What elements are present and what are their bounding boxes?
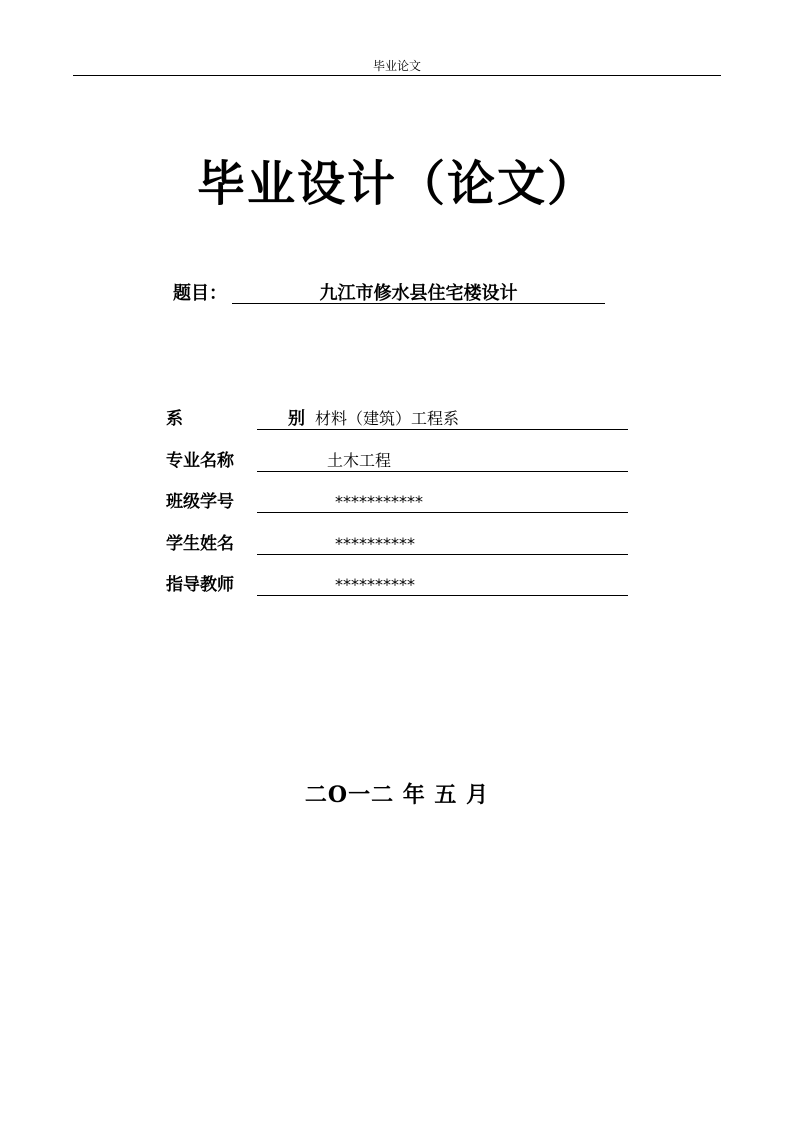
department-label: 系 别 <box>166 409 349 429</box>
page-header: 毕业论文 <box>73 58 721 76</box>
advisor-field <box>257 575 628 596</box>
document-title: 毕业设计（论文） <box>196 156 597 212</box>
topic-value: 九江市修水县住宅楼设计 <box>232 282 605 304</box>
date-line: 二O一二 年 五 月 <box>304 782 490 808</box>
info-row-department <box>166 409 628 431</box>
class-id-label: 班级学号 <box>166 492 234 512</box>
department-field <box>257 409 628 430</box>
major-value: 土木工程 <box>327 451 392 470</box>
student-name-field <box>257 534 628 555</box>
student-name-label: 学生姓名 <box>166 534 234 554</box>
student-name-value: ********** <box>335 534 415 553</box>
major-field <box>257 451 628 472</box>
major-label: 专业名称 <box>166 451 234 471</box>
advisor-label: 指导教师 <box>166 575 234 595</box>
topic-label: 题目： <box>173 283 227 304</box>
department-value: 材料（建筑）工程系 <box>315 409 460 428</box>
class-id-value: *********** <box>335 492 423 511</box>
info-row-major <box>166 451 628 473</box>
class-id-field <box>257 492 628 513</box>
advisor-value: ********** <box>335 575 415 594</box>
info-row-student-name <box>166 534 628 556</box>
info-row-advisor <box>166 575 628 597</box>
info-row-class-id <box>166 492 628 514</box>
